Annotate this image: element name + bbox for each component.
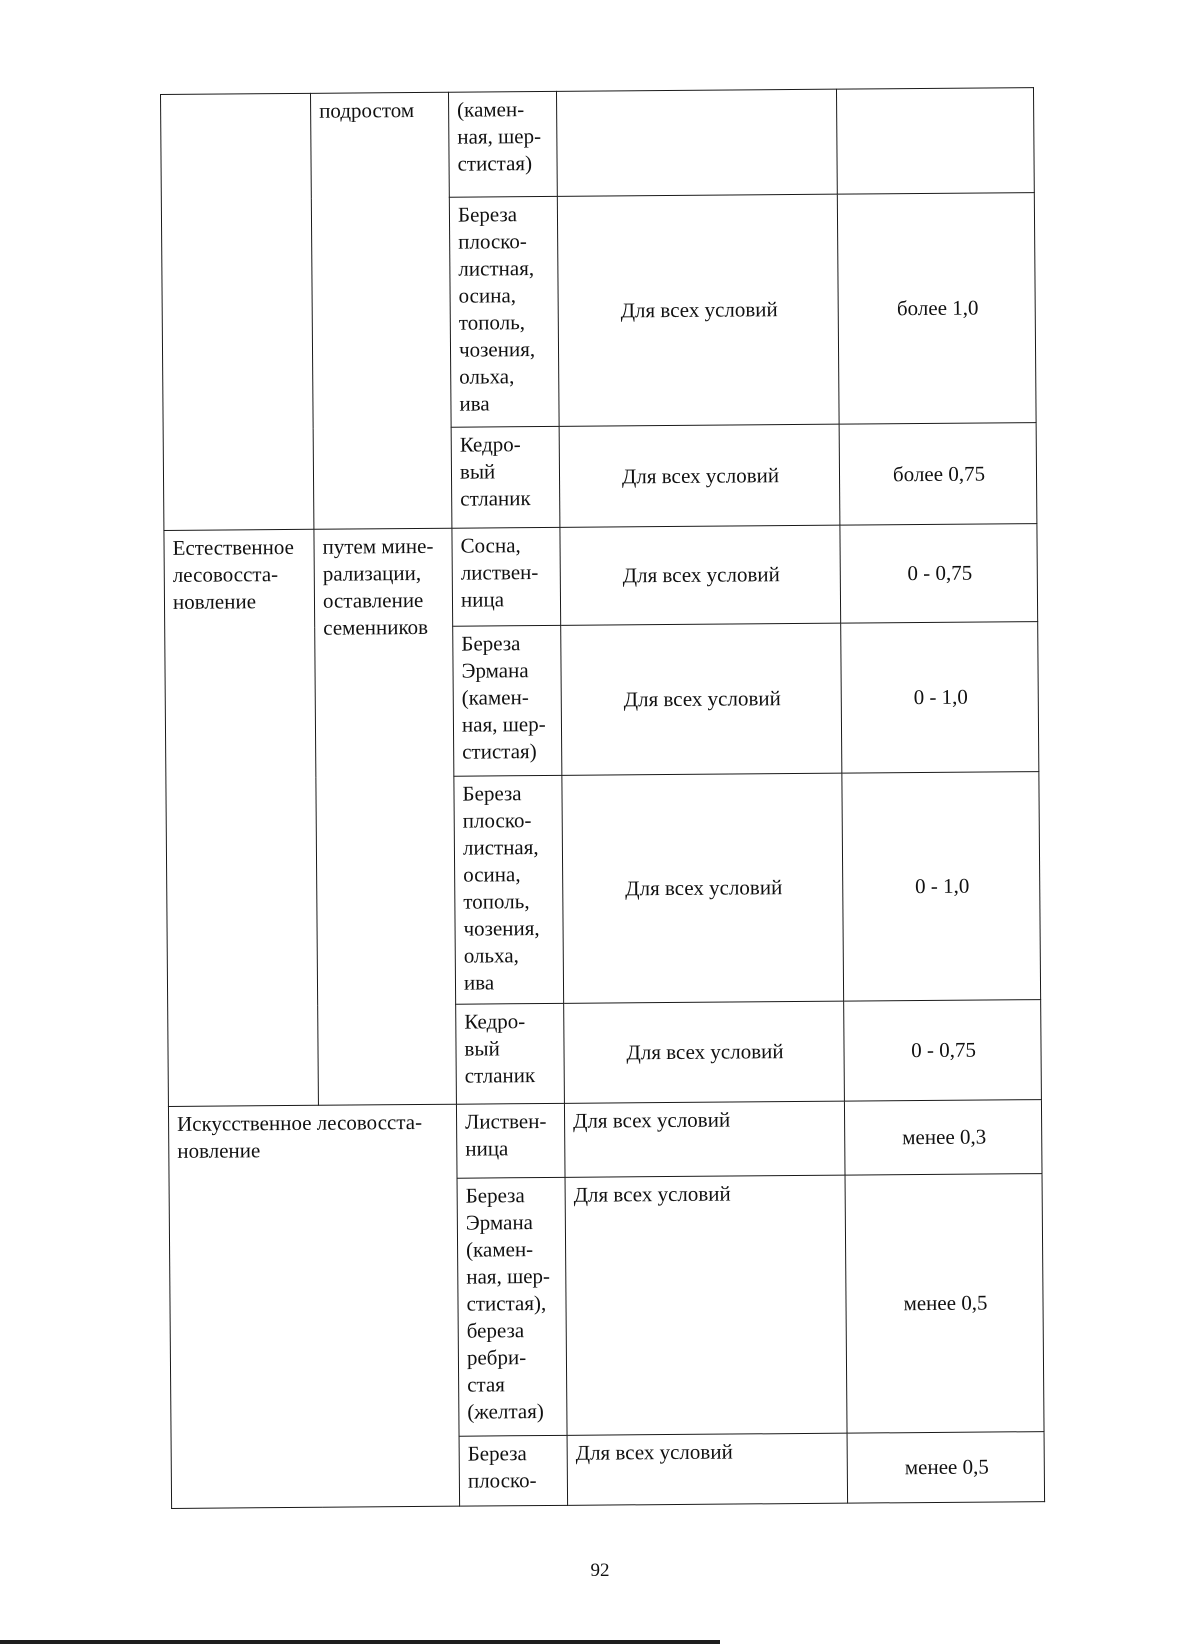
cell-conditions: Для всех условий (565, 1175, 847, 1435)
cell-species: Кедро- вый стланик (456, 1003, 565, 1104)
cell-species: Береза плоско- (459, 1435, 568, 1506)
cell-conditions: Для всех условий (567, 1433, 848, 1505)
cell-value: менее 0,3 (844, 1100, 1042, 1176)
cell-value: 0 - 0,75 (840, 524, 1038, 624)
cell-conditions: Для всех условий (562, 773, 844, 1003)
cell-conditions: Для всех условий (559, 424, 840, 527)
cell-value: более 1,0 (837, 193, 1036, 425)
cell-species: Береза Эрмана (камен- ная, шер- стистая) (453, 625, 562, 776)
cell-value: менее 0,5 (847, 1432, 1045, 1504)
cell-conditions: Для всех условий (560, 525, 841, 625)
cell-species: (камен- ная, шер- стистая) (448, 91, 557, 197)
cell-species: Береза плоско- листная, осина, тополь, чозения, ольха, ива (449, 196, 559, 427)
cell-value: 0 - 0,75 (844, 1000, 1042, 1102)
cell-value: 0 - 1,0 (841, 622, 1039, 774)
cell-conditions: Для всех условий (557, 194, 839, 426)
scan-edge-rule (0, 1640, 720, 1644)
cell-conditions (556, 89, 837, 196)
cell-method: Искусственное лесовосста- новление (168, 1104, 459, 1508)
cell-value: 0 - 1,0 (842, 772, 1041, 1002)
cell-species: Береза Эрмана (камен- ная, шер- стистая), береза ребри- стая (желтая) (457, 1177, 567, 1436)
cell-conditions: Для всех условий (564, 1001, 845, 1103)
table-row (161, 88, 1035, 200)
regeneration-table (160, 87, 1045, 1509)
cell-species: Береза плоско- листная, осина, тополь, чозения, ольха, ива (454, 775, 564, 1004)
cell-conditions: Для всех условий (564, 1101, 845, 1177)
cell-conditions: Для всех условий (561, 623, 842, 775)
cell-method: Естественное лесовосста- новление (164, 529, 319, 1106)
cell-value: более 0,75 (839, 423, 1037, 526)
cell-text: подростом (319, 98, 415, 123)
cell-submethod: путем мине- рализации, оставление семенников (314, 528, 457, 1105)
cell-species: Сосна, листвен- ница (452, 527, 561, 626)
cell-value: менее 0,5 (845, 1174, 1044, 1434)
cell-species: Листвен- ница (456, 1103, 565, 1178)
cell-value (836, 88, 1034, 195)
cell-method-empty (161, 93, 314, 530)
table-row (164, 524, 1038, 629)
table-row (168, 1100, 1042, 1181)
cell-submethod (310, 92, 451, 529)
cell-species: Кедро- вый стланик (451, 426, 560, 528)
page-number: 92 (590, 1560, 610, 1581)
